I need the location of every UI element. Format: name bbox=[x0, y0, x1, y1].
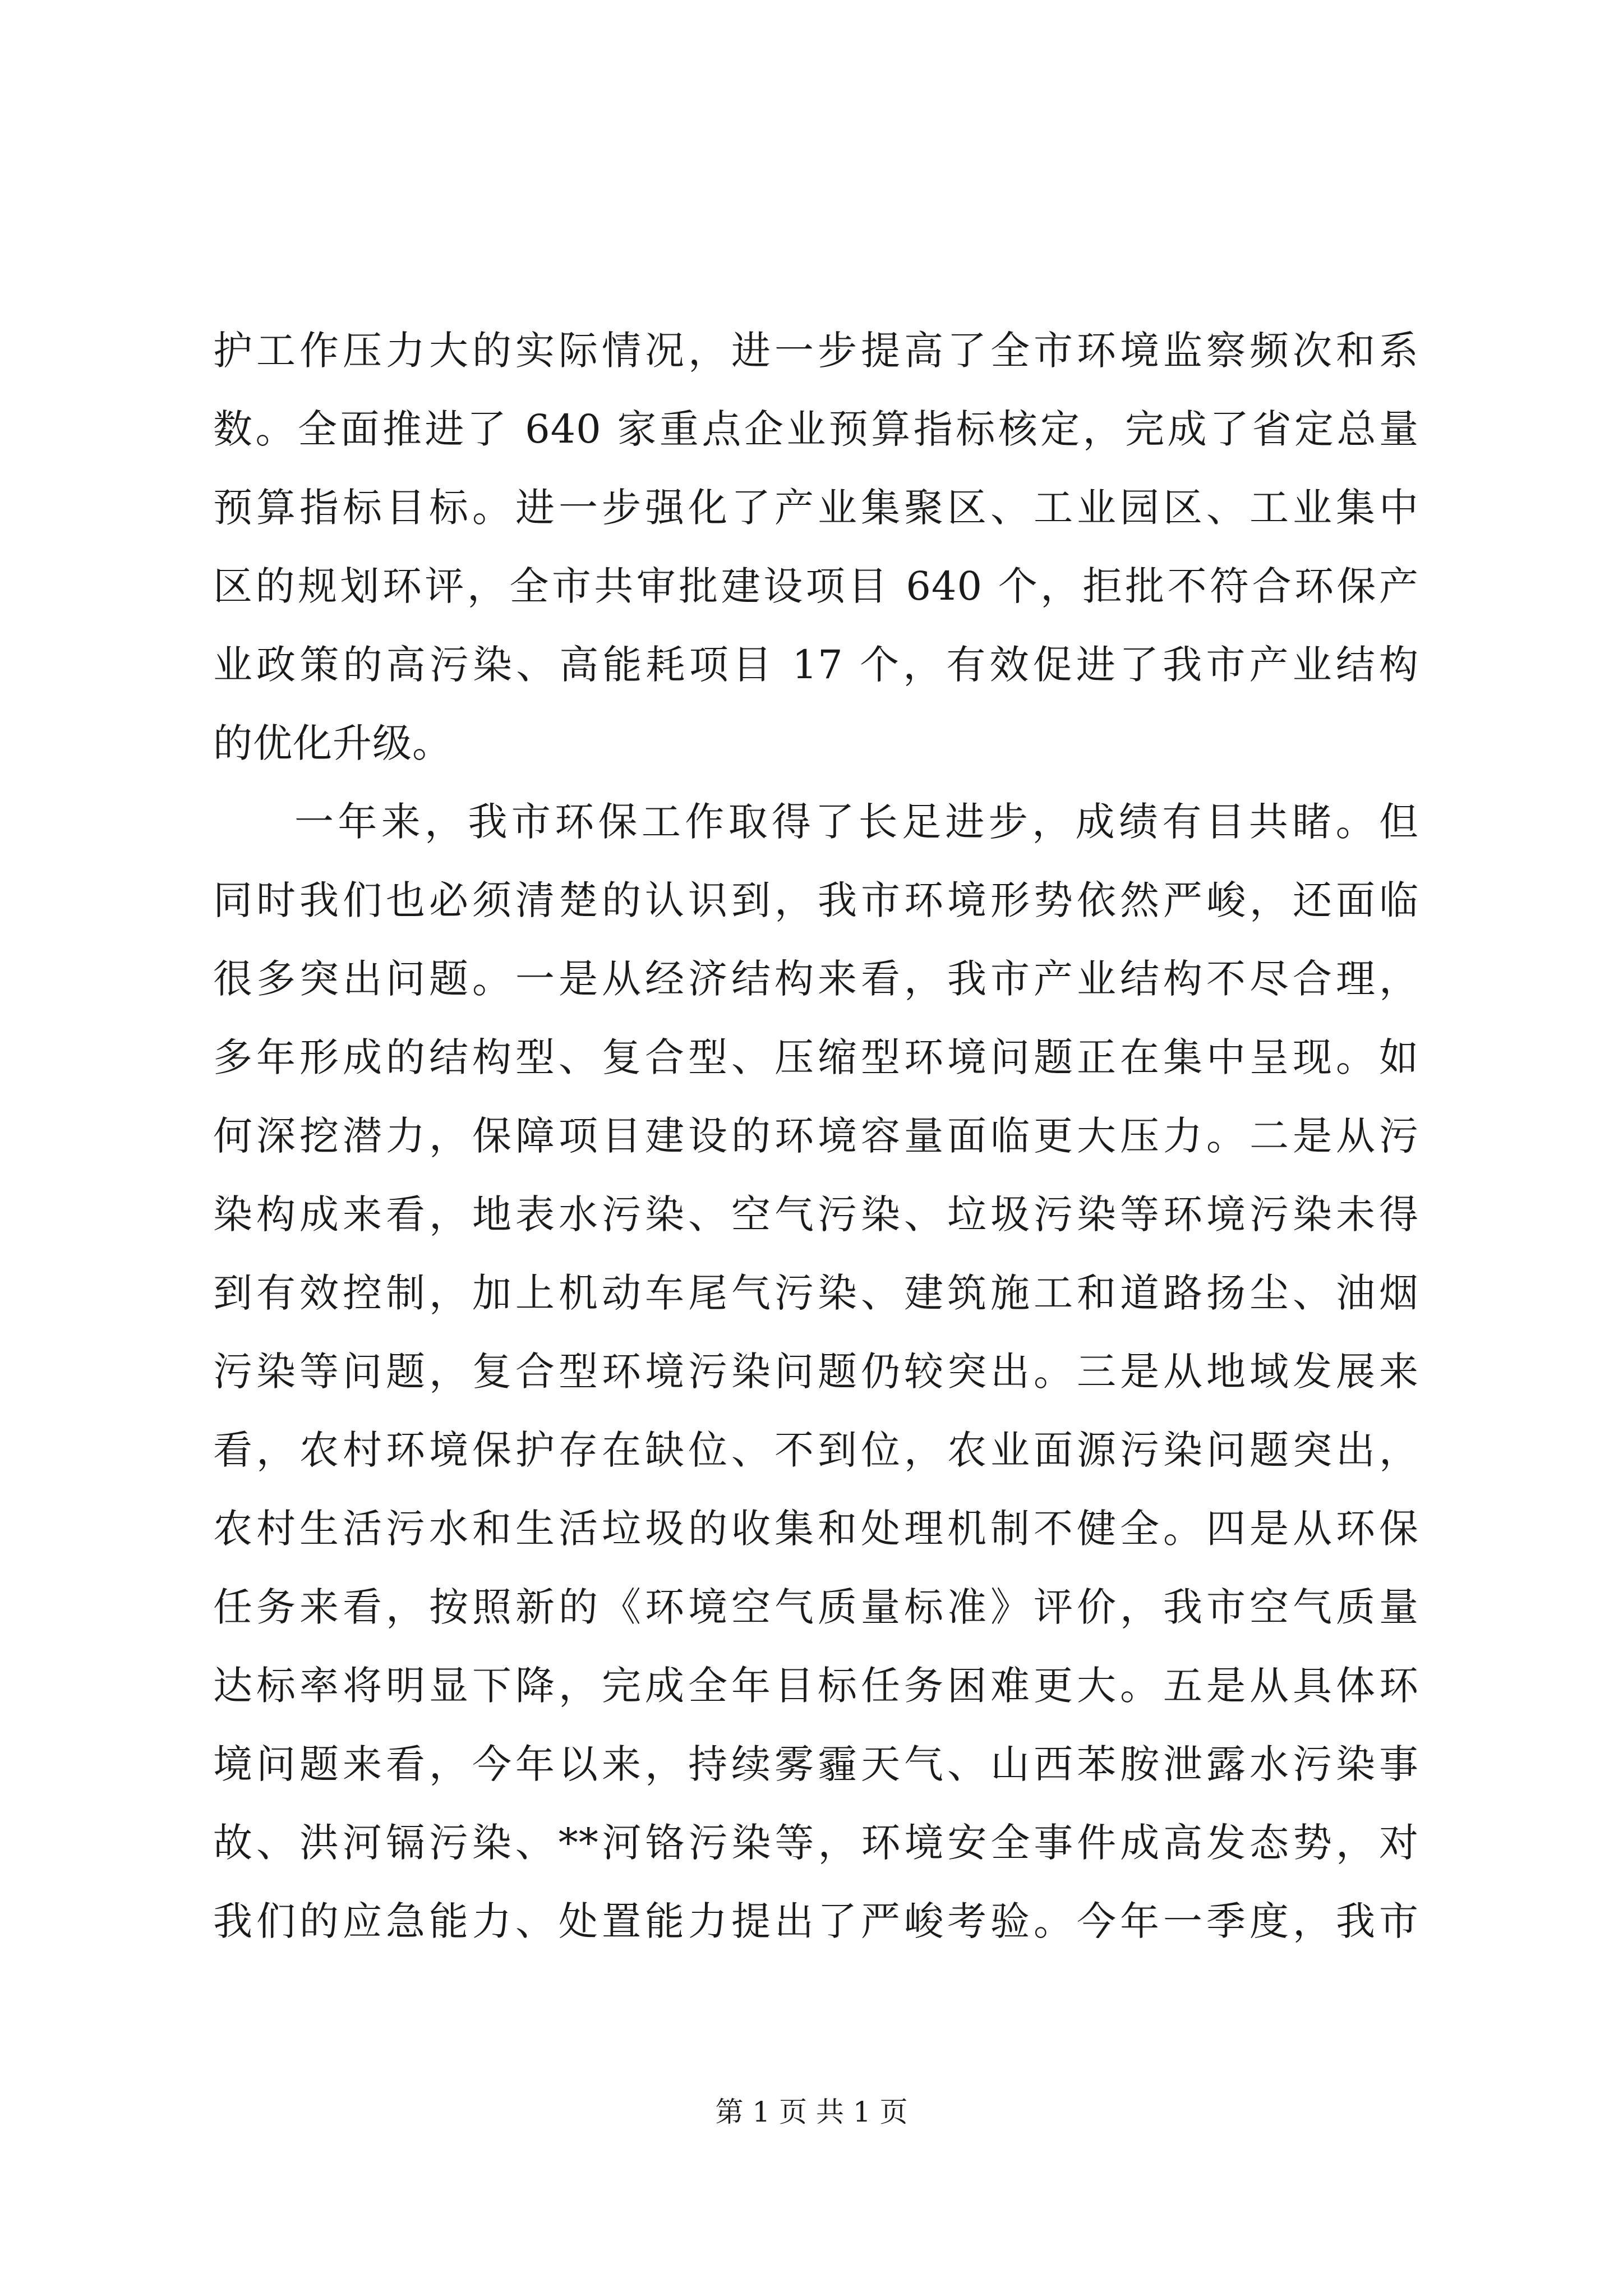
text-line: 故、洪河镉污染、**河铬污染等，环境安全事件成高发态势，对 bbox=[213, 1820, 1419, 1866]
text-line: 数。全面推进了 640 家重点企业预算指标核定，完成了省定总量 bbox=[213, 406, 1419, 452]
text-line: 区的规划环评，全市共审批建设项目 640 个，拒批不符合环保产 bbox=[213, 563, 1419, 609]
text-line: 达标率将明显下降，完成全年目标任务困难更大。五是从具体环 bbox=[213, 1663, 1419, 1709]
text-line: 多年形成的结构型、复合型、压缩型环境问题正在集中呈现。如 bbox=[213, 1034, 1419, 1080]
paragraph-2 bbox=[213, 783, 1419, 1961]
text-line: 业政策的高污染、高能耗项目 17 个，有效促进了我市产业结构 bbox=[213, 642, 1419, 688]
text-line: 染构成来看，地表水污染、空气污染、垃圾污染等环境污染未得 bbox=[213, 1191, 1419, 1237]
text-line: 预算指标目标。进一步强化了产业集聚区、工业园区、工业集中 bbox=[213, 485, 1419, 531]
text-line: 我们的应急能力、处置能力提出了严峻考验。今年一季度，我市 bbox=[213, 1898, 1419, 1944]
page-footer bbox=[0, 2092, 1623, 2132]
page-number-label: 第 1 页 共 1 页 bbox=[715, 2096, 908, 2128]
text-line: 到有效控制，加上机动车尾气污染、建筑施工和道路扬尘、油烟 bbox=[213, 1270, 1419, 1316]
text-line: 一年来，我市环保工作取得了长足进步，成绩有目共睹。但 bbox=[294, 799, 1419, 845]
text-line: 任务来看，按照新的《环境空气质量标准》评价，我市空气质量 bbox=[213, 1584, 1419, 1630]
paragraph-1 bbox=[213, 311, 1419, 783]
text-line: 的优化升级。 bbox=[213, 720, 452, 766]
text-line: 境问题来看，今年以来，持续雾霾天气、山西苯胺泄露水污染事 bbox=[213, 1741, 1419, 1787]
text-line: 何深挖潜力，保障项目建设的环境容量面临更大压力。二是从污 bbox=[213, 1113, 1419, 1159]
document-body bbox=[213, 311, 1419, 1961]
text-line: 护工作压力大的实际情况，进一步提高了全市环境监察频次和系 bbox=[213, 328, 1419, 374]
text-line: 同时我们也必须清楚的认识到，我市环境形势依然严峻，还面临 bbox=[213, 877, 1419, 923]
text-line: 污染等问题，复合型环境污染问题仍较突出。三是从地域发展来 bbox=[213, 1349, 1419, 1395]
text-line: 看，农村环境保护存在缺位、不到位，农业面源污染问题突出， bbox=[213, 1427, 1419, 1473]
text-line: 农村生活污水和生活垃圾的收集和处理机制不健全。四是从环保 bbox=[213, 1506, 1419, 1552]
text-line: 很多突出问题。一是从经济结构来看，我市产业结构不尽合理， bbox=[213, 956, 1419, 1002]
